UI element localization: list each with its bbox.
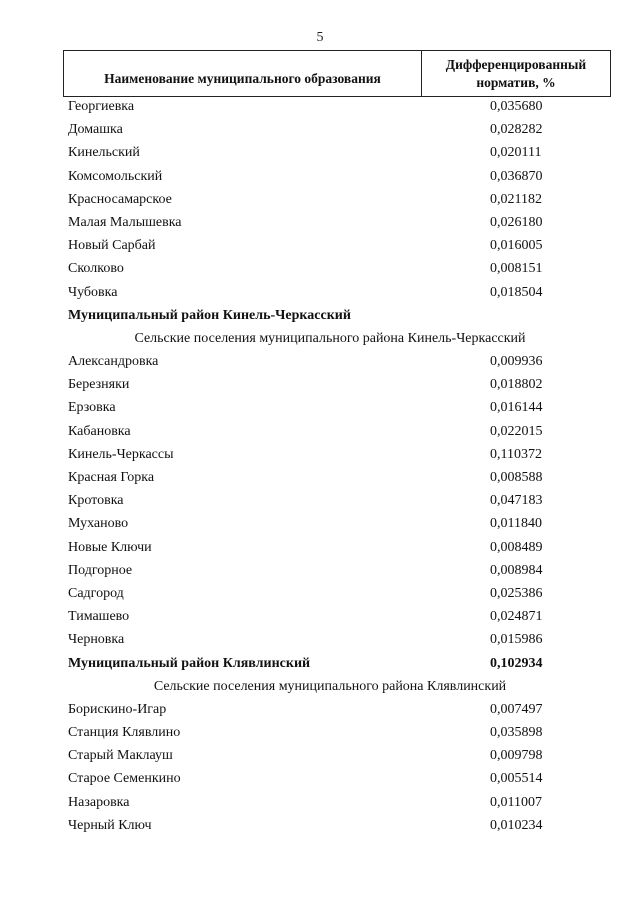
row-value: 0,007497: [490, 701, 543, 717]
table-row: [0, 814, 640, 837]
table-row: [0, 211, 640, 234]
row-name: Сельские поселения муниципального района Кинель-Черкасский: [134, 330, 526, 346]
row-value: 0,005514: [490, 771, 543, 787]
row-value: 0,008984: [490, 562, 543, 578]
row-name: Кабановка: [68, 423, 131, 439]
table-row: [0, 188, 640, 211]
district-heading-row: [0, 652, 640, 675]
row-name: Красная Горка: [68, 470, 155, 485]
column-header-value-line1: Дифференцированный: [445, 56, 587, 72]
table-row: [0, 118, 640, 141]
column-header-value: [422, 51, 610, 96]
row-name: Кротовка: [68, 493, 124, 509]
subheading-row: [0, 675, 640, 698]
table-row: [0, 420, 640, 443]
row-value: 0,036870: [490, 168, 543, 184]
table-row: [0, 350, 640, 373]
row-name: Муниципальный район Кинель-Черкасский: [68, 307, 351, 323]
row-name: Александровка: [68, 354, 159, 370]
table-row: [0, 744, 640, 767]
row-name: Новый Сарбай: [68, 238, 156, 254]
row-name: Кинель-Черкассы: [68, 446, 174, 462]
row-value: 0,009798: [490, 748, 543, 764]
table-row: [0, 281, 640, 304]
row-name: Муниципальный район Клявлинский: [68, 655, 311, 671]
row-value: 0,020111: [490, 145, 542, 161]
row-name: Красносамарское: [68, 191, 172, 207]
row-name: Назаровка: [68, 794, 130, 810]
column-header-name: Наименование муниципального образования: [64, 51, 422, 96]
row-value: 0,028282: [490, 122, 543, 138]
table-row: [0, 257, 640, 280]
table-row: [0, 628, 640, 651]
table-row: [0, 165, 640, 188]
row-name: Сколково: [68, 261, 124, 277]
table-row: [0, 489, 640, 512]
row-name: Домашка: [68, 122, 123, 138]
row-value: 0,026180: [490, 214, 543, 230]
row-value: 0,008588: [490, 470, 543, 485]
row-name: Березняки: [68, 377, 130, 393]
row-value: 0,025386: [490, 585, 543, 601]
row-value: 0,008151: [490, 261, 543, 277]
row-value: 0,110372: [490, 446, 542, 462]
row-value: 0,016005: [490, 238, 543, 254]
table-row: [0, 234, 640, 257]
row-name: Станция Клявлино: [68, 725, 181, 741]
row-name: Комсомольский: [68, 168, 163, 184]
table-row: [0, 466, 640, 489]
row-name: Новые Ключи: [68, 539, 152, 555]
row-name: Сельские поселения муниципального района Клявлинский: [153, 678, 507, 694]
row-name: Черный Ключ: [68, 817, 152, 833]
column-header-value-line2: норматив, %: [476, 74, 556, 90]
row-name: Черновка: [68, 632, 125, 648]
table-row: [0, 373, 640, 396]
row-value: 0,010234: [490, 817, 543, 833]
table-row: [0, 95, 640, 118]
row-name: Муханово: [68, 516, 129, 532]
row-name: Садгород: [68, 585, 124, 601]
table-row: [0, 443, 640, 466]
row-value: 0,015986: [490, 632, 543, 648]
row-value: 0,008489: [490, 539, 543, 555]
row-value: 0,035680: [490, 99, 543, 114]
page-number: 5: [316, 30, 324, 45]
table-row: [0, 536, 640, 559]
row-name: Старое Семенкино: [68, 771, 181, 787]
row-value: 0,047183: [490, 493, 543, 509]
row-name: Подгорное: [68, 562, 133, 578]
table-row: [0, 141, 640, 164]
table-row: [0, 605, 640, 628]
row-name: Борискино-Игар: [68, 701, 167, 717]
table-row: [0, 396, 640, 419]
row-value: 0,035898: [490, 725, 543, 741]
row-value: 0,011007: [490, 794, 542, 810]
row-value: 0,018802: [490, 377, 543, 393]
row-value: 0,018504: [490, 284, 543, 300]
row-value: 0,102934: [490, 655, 543, 671]
table-row: [0, 698, 640, 721]
table-row: [0, 767, 640, 790]
row-value: 0,022015: [490, 423, 543, 439]
row-value: 0,009936: [490, 354, 543, 370]
table-body: [0, 95, 640, 837]
row-name: Георгиевка: [68, 99, 135, 114]
row-name: Малая Малышевка: [68, 214, 182, 230]
table-row: [0, 791, 640, 814]
table-row: [0, 512, 640, 535]
row-value: 0,016144: [490, 400, 543, 416]
table-row: [0, 721, 640, 744]
row-value: 0,011840: [490, 516, 542, 532]
subheading-row: [0, 327, 640, 350]
row-value: 0,024871: [490, 609, 543, 625]
district-heading-row: [0, 304, 640, 327]
row-value: 0,021182: [490, 191, 542, 207]
table-row: [0, 582, 640, 605]
table-row: [0, 559, 640, 582]
row-name: Тимашево: [68, 609, 130, 625]
row-name: Ерзовка: [68, 400, 116, 416]
row-name: Чубовка: [68, 284, 118, 300]
row-name: Кинельский: [68, 145, 140, 161]
row-name: Старый Маклауш: [68, 748, 173, 764]
table-header: [63, 50, 611, 97]
